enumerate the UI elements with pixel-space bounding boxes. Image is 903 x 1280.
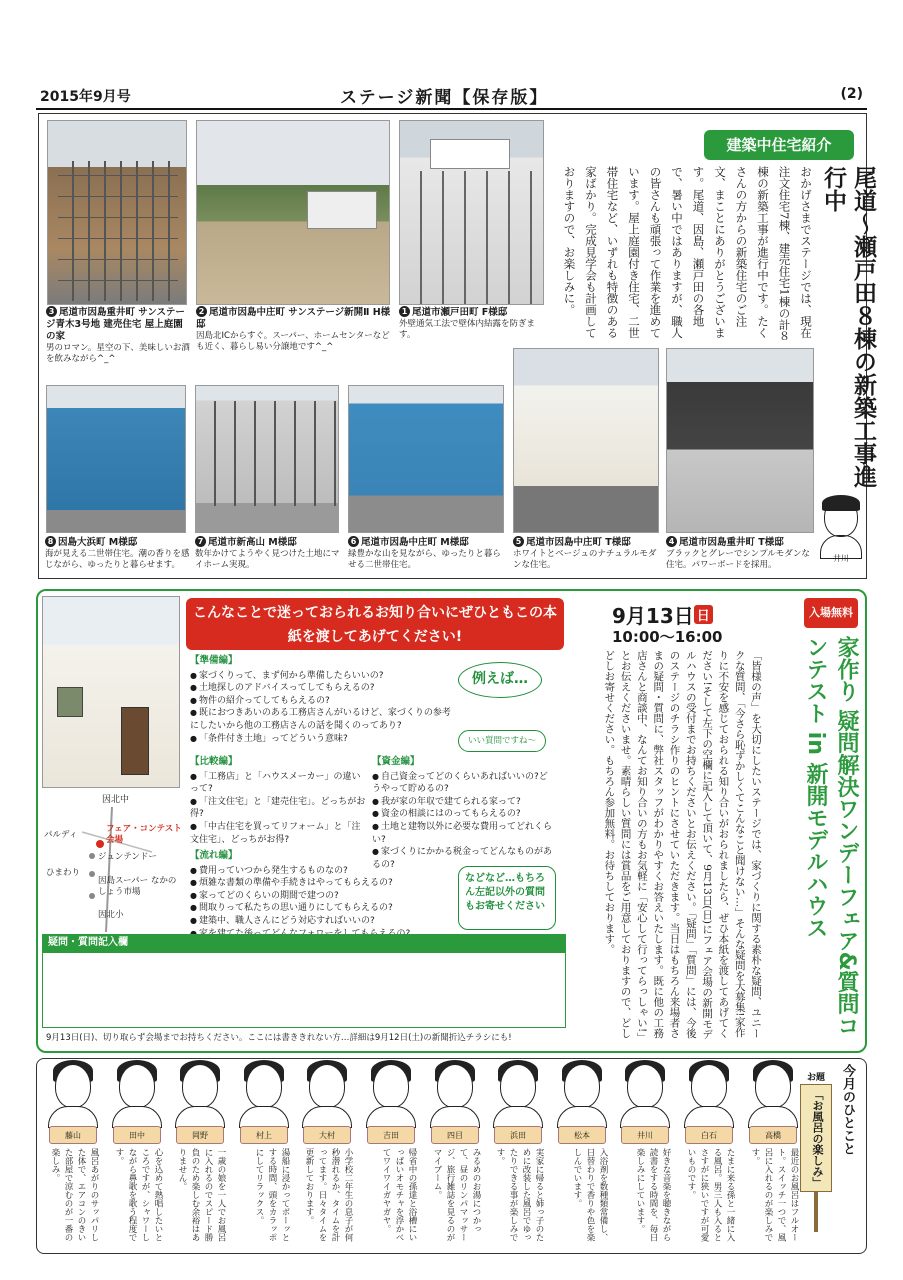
other-question-note: などなど…もちろん左記以外の質問もお寄せください: [458, 866, 556, 930]
staff-portrait: [239, 1060, 289, 1128]
staff-name: 藤山: [49, 1126, 97, 1144]
example-bubble: 例えば…: [458, 662, 542, 698]
photo-1-house: [399, 120, 544, 305]
staff-portrait: [557, 1060, 607, 1128]
construction-body: おかげさまでステージでは、現在注文住宅7棟、建売住宅1棟の計８棟の新築工事が進行中です。たくさんの方からの新築住宅のご注文、まことにありがとうございます。尾道、因島、瀬戸田の各地で、暑い中ではありますが、職人の皆さんも頑張って作業を進めています。屋上庭園付き住宅、二世帯住宅など、いずれも特徴のある家ばかり。完成見学会も計画しておりますので、お楽しみに。: [562, 166, 813, 342]
photo-6-caption: 6 尾道市因島中庄町 M様邸 緑豊かな山を見ながら、ゆったりと暮らせる二世帯住宅。: [348, 537, 501, 570]
page-number: (2): [840, 86, 863, 102]
staff-portrait: [748, 1060, 798, 1128]
section-flow: 【流れ編】 ● 費用っていつから発生するものなの? ● 煩雑な書類の準備や手続きはやってもらえるの? ● 家ってどのくらいの期間で建つの? ● 間取りって私たちの思い通りにしてもらえるの? ● 建築中、職人さんにどう対応すればいいの? ●: [190, 850, 452, 940]
event-time: 10:00〜16:00: [612, 628, 723, 646]
photo-4-caption: 4 尾道市因島重井町 T様邸 ブラックとグレーでシンプルモダンな住宅。パワーボードを採用。: [666, 537, 810, 570]
staff-comment: 実家に帰ると姉っ子のために改装した風呂でゆったりできる事が楽しみです。: [495, 1148, 544, 1242]
photo-3-caption: 3 尾道市因島重井町 サンステージ青木3号地 建売住宅 屋上庭園の家 男のロマン。星空の下、美味しいお酒を飲みながら^_^: [46, 307, 190, 364]
event-date: 9月13日 日: [612, 600, 713, 629]
header-rule: [36, 108, 867, 110]
staff-portrait: [175, 1060, 225, 1128]
form-title: 疑問・質問記入欄: [42, 934, 566, 952]
topic-board-pole: [814, 1192, 818, 1232]
staff-name: 岡野: [176, 1126, 224, 1144]
free-entry-badge: 入場無料: [804, 598, 858, 628]
staff-comment: 一歳の娘を一人でお風呂に入れるのでスピード勝負のため楽しむ余裕はありません。: [177, 1148, 226, 1242]
issue-date: 2015年9月号: [40, 89, 131, 105]
signer-portrait: 井川: [818, 495, 864, 567]
photo-8-caption: 8 因島大浜町 M様邸 海が見える二世帯住宅。潮の香りを感じながら、ゆったりと暮らせます。: [45, 537, 190, 570]
staff-name: 四目: [431, 1126, 479, 1144]
column-title: 今月のひとこと: [840, 1064, 855, 1155]
staff-portrait: [112, 1060, 162, 1128]
staff-comment: たまに来る孫と一緒に入る風呂。男三人も入るとさすがに狭いですが可愛いものです。: [686, 1148, 735, 1242]
staff-name: 井川: [621, 1126, 669, 1144]
staff-portrait: [430, 1060, 480, 1128]
photo-8-house: [46, 385, 186, 533]
section-money: 【資金編】 ● 自己資金ってどのくらいあればいいの?どうやって貯めるの? ● 我が家の年収で建てられる家って? ● 資金の相談にはのってもらえるの? ● 土地と建物以外に必要な費用ってどれくらい? ● 家づくりにかかる税金ってどんなものがあるの?: [372, 756, 554, 871]
photo-2-land: [196, 120, 390, 305]
staff-name: 松本: [558, 1126, 606, 1144]
photo-7-house: [195, 385, 339, 533]
topic-board: 「お風呂の楽しみ」: [800, 1084, 832, 1192]
photo-4-house: [666, 348, 814, 533]
staff-name: 浜田: [494, 1126, 542, 1144]
construction-badge: 建築中住宅紹介: [704, 130, 854, 160]
good-question-bubble: いい質問ですね〜: [458, 730, 546, 752]
staff-comment: みるめのお湯につかって、昼のリンパマッサージ、旅行雑誌を見るのがマイブーム。: [432, 1148, 481, 1242]
staff-portrait: [620, 1060, 670, 1128]
staff-comment: 小学校二年生の息子が何秒潜れるか、タイムを計ってます。日々タイムを更新しております。: [304, 1148, 353, 1242]
staff-portrait: [684, 1060, 734, 1128]
staff-comment: 最近のお風呂はフルオート。スイッチ一つで、風呂に入れるのが楽しみです。: [750, 1148, 799, 1242]
photo-7-caption: 7 尾道市新高山 M様邸 数年かけてようやく見つけた土地にマイホーム実現。: [195, 537, 340, 570]
staff-comment: 湯船に浸かってボーッとする時間、頭をカラッポにしてリラックス。: [254, 1148, 290, 1242]
construction-headline: 尾道〜瀬戸田８棟の新築工事進行中: [820, 166, 877, 488]
staff-name: 白石: [685, 1126, 733, 1144]
staff-portrait: [493, 1060, 543, 1128]
staff-comment: 風呂あがりのサッパリした体で、エアコンのきいた部屋で涼むのが一番の楽しみ。: [50, 1148, 99, 1242]
photo-2-caption: 2 尾道市因島中庄町 サンステージ新開Ⅱ H様邸 因島北ICからすぐ。スーパー、ホームセンターなども近く、暮らし易い分譲地です^_^: [196, 307, 391, 352]
event-body: 「皆様の声」を大切にしたいステージでは、家づくりに関する素朴な疑問、ユニークな質問、「今さら恥ずかしくてこんなこと聞けない…」そんな疑問を大募集!家作りに不安を感じておられる知り合いがおられましたら、ぜひ本紙を渡してあげてください!そして左下の空欄に記入して頂いて、9月13日(日)にフェア会場の新開モデルハウスの受付までお持ちくださいとお伝えください。「疑問」「質問」には、今後のステージのチラシ作りのヒントにさせていただきます。当日はもちろん来場者さまの疑問・質問に、弊社スタッフがわかりやすくお答えいたします。既に他の工務店さんと商談中、なんてお知り合いの方もお気軽に「安心して行ってらっしゃい!」とお伝えくださいませ。素晴らしい質問には賞品をご用意しておりますので、どしどしお寄せください。もちろん参加無料。お待ちしております。: [603, 650, 762, 1040]
staff-name: 高橋: [749, 1126, 797, 1144]
topic-label: お題: [806, 1073, 825, 1083]
staff-name: 田中: [113, 1126, 161, 1144]
section-compare: 【比較編】 ● 「工務店」と「ハウスメーカー」の違いって? ● 「注文住宅」と「建売住宅」。どっちがお得? ● 「中古住宅を買ってリフォーム」と「注文住宅」、どっちがお得?: [190, 756, 368, 846]
photo-5-house: [513, 348, 659, 533]
model-house-photo: [42, 596, 180, 788]
form-note: 9月13日(日)、切り取らず会場までお持ちください。ここには書ききれない方…詳細は9月12日(土)の新聞折込チラシにも!: [46, 1033, 512, 1043]
photo-1-caption: 1 尾道市瀬戸田町 F様邸 外壁通気工法で壁体内結露を防ぎます。: [399, 307, 536, 340]
photo-3-house: [47, 120, 187, 305]
photo-5-caption: 5 尾道市因島中庄町 T様邸 ホワイトとベージュのナチュラルモダンな住宅。: [513, 537, 657, 570]
staff-portrait: [302, 1060, 352, 1128]
staff-comment: 好きな音楽を聴きながら読書をする時間を、毎日楽しみにしています。: [635, 1148, 671, 1242]
staff-portrait: [48, 1060, 98, 1128]
question-entry-box[interactable]: [42, 952, 566, 1028]
staff-name: 大村: [303, 1126, 351, 1144]
section-prep: 【準備編】 ● 家づくりって、まず何から準備したらいいの? ● 土地探しのアドバイスってしてもらえるの? ● 物件の紹介ってしてもらえるの? ● 既におつきあいのある工務店さんがいるけど、家づくりの参考にしたいから他の工務店さんの話を聞くのってあり? ● 「条件付き土地」ってどういう意味?: [190, 655, 452, 745]
newspaper-title: ステージ新聞【保存版】: [340, 88, 549, 108]
photo-6-house: [348, 385, 504, 533]
staff-comment: 心を込めて熱唱したいところですが、シャワーしながら鼻歌を歌う程度です。: [114, 1148, 163, 1242]
event-banner: こんなことで迷っておられるお知り合いにぜひともこの本紙を渡してあげてください!: [186, 598, 564, 650]
venue-label: フェア・コンテスト会場: [106, 824, 182, 845]
staff-name: 吉田: [367, 1126, 415, 1144]
staff-comment: 帰省中の孫達と浴槽にいっぱいオモチャを浮かべてワイワイガヤガヤ。: [381, 1148, 417, 1242]
staff-comment: 入浴剤を数種類常備し、日替わりで香りや色を楽しんでいます。: [572, 1148, 608, 1242]
venue-map: 因北中 パルディ フェア・コンテスト会場 ジュンテンドー ひまわり 因島スーパー なかのしょう市場 因北小: [42, 792, 184, 934]
staff-portrait: [366, 1060, 416, 1128]
event-title: 家作り 疑問解決ワンデーフェア&質問コンテスト in 新開モデルハウス: [803, 636, 859, 1037]
staff-name: 村上: [240, 1126, 288, 1144]
